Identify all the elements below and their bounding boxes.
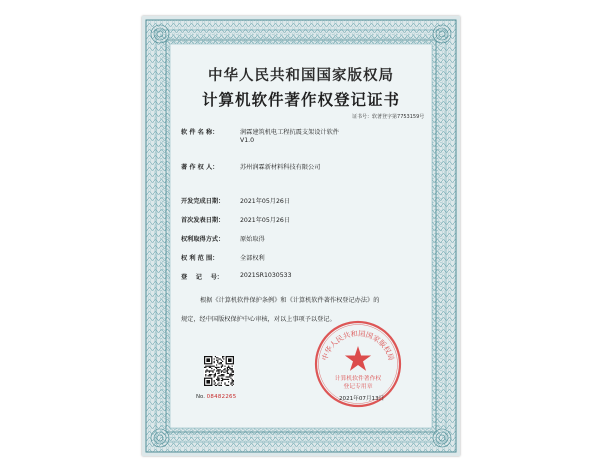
publish-date-value: 2021年05月26日 [240, 217, 291, 224]
software-version-value: V1.0 [240, 137, 255, 144]
seal-line-1: 计算机软件著作权 [334, 376, 382, 382]
completion-date-label: 开发完成日期： [181, 198, 225, 205]
software-name-label: 软 件 名 称： [181, 129, 219, 136]
publish-date-label: 首次发表日期： [181, 217, 225, 224]
acquisition-method-label: 权利取得方式： [181, 236, 225, 243]
statement-line-2: 规定，经中国版权保护中心审核，对以上事项予以登记。 [181, 316, 336, 323]
statement-line-1: 根据《计算机软件保护条例》和《计算机软件著作权登记办法》的 [200, 297, 380, 304]
rights-scope-label: 权 利 范 围： [181, 255, 219, 262]
registration-number-value: 2021SR1030533 [240, 272, 292, 279]
serial-value: 08482265 [206, 394, 237, 400]
star-icon [345, 346, 371, 371]
qr-code [204, 356, 234, 386]
serial-number [196, 394, 237, 400]
software-name-value: 润霖建筑机电工程抗震支架设计软件 [240, 129, 339, 136]
registration-number-label: 登 记 号： [181, 274, 223, 281]
copyright-owner-label: 著 作 权 人： [181, 164, 219, 171]
rights-scope-value: 全部权利 [240, 255, 265, 262]
seal-line-2: 登记专用章 [343, 384, 373, 390]
seal-arc-text: 中华人民共和国国家版权局 [319, 328, 397, 362]
issue-date: 2021年07月13日 [339, 396, 385, 402]
certificate-number [352, 113, 424, 120]
certificate-number-label: 证书号： [352, 114, 373, 120]
issuer-name: 中华人民共和国国家版权局 [208, 67, 394, 84]
copyright-owner-value: 苏州润霖新材料科技有限公司 [240, 164, 321, 171]
certificate-title: 计算机软件著作权登记证书 [201, 90, 400, 109]
acquisition-method-value: 原始取得 [240, 236, 265, 243]
certificate-number-value: 软著登字第7753159号 [372, 114, 425, 120]
serial-prefix: No. [196, 394, 205, 400]
completion-date-value: 2021年05月26日 [240, 198, 291, 205]
